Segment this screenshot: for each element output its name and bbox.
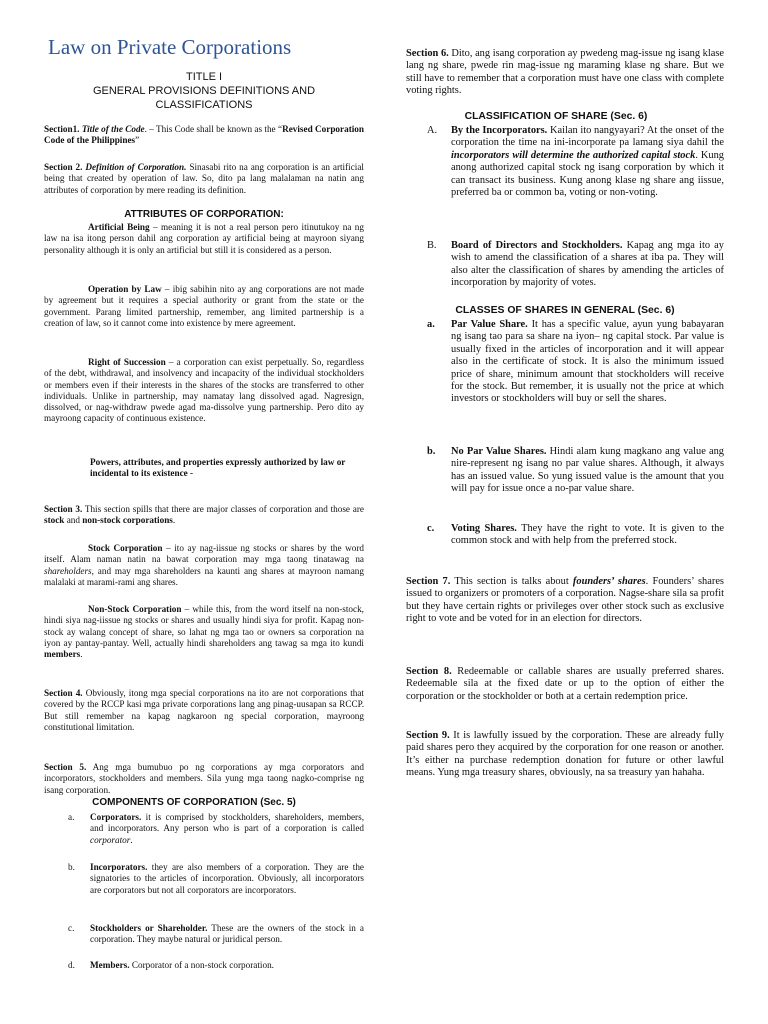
class-marker: b. [427, 446, 436, 457]
stock-corporation-text-2: , and may mga shareholders na kaunti ang shares at mayroon namang malalaki at marami-rami ang shares. [44, 565, 364, 587]
section-4 [44, 688, 364, 733]
classification-marker: A. [427, 125, 438, 136]
section-2-italic: Definition of Corporation. [85, 162, 187, 172]
section-9 [406, 730, 724, 780]
section-2-label: Section 2. [44, 162, 83, 172]
component-italic: corporator [90, 834, 131, 845]
right-of-succession-label: Right of Succession [88, 357, 166, 367]
operation-by-law-label: Operation by Law [88, 284, 162, 294]
stock-corporation [44, 543, 364, 588]
section-6 [406, 48, 724, 98]
class-text: They have the right to vote. It is given to the common stock and with help from the preferred stock. [451, 523, 724, 547]
powers-attributes: Powers, attributes, and properties expressly authorized by law or incidental to its existence - [90, 457, 346, 479]
right-of-succession-text: – a corporation can exist perpetually. So, regardless of the debt, withdrawal, and insolvency and incapacity of the individual stockholders or members even if their interests in the shares of the stocks are transferred to other individuals. Unlike in partnership, may namatay lang dissolved agad. Nagresign, dissolved, or nag-withdraw pwede agad ma-dissolve yung partnership. Pero dito ay mayroong capacity of continuous existence. [44, 357, 364, 424]
section-1-italic: Title of the Code [81, 124, 145, 134]
section-5 [44, 762, 364, 796]
classification-bold-italic: incorporators will determine the authorized capital stock [451, 149, 696, 161]
attribute-artificial-being [44, 222, 364, 256]
section-4-label: Section 4. [44, 688, 83, 698]
component-label: Corporators. [90, 812, 142, 822]
artificial-being-text: – meaning it is not a real person pero itinutukoy na ng law na isa itong person dahil ang corporation ay artificial being at mayroon siyang personality although it is only an artificial but still it is considered as a person. [44, 222, 364, 255]
stock-corporation-italic: shareholders [44, 565, 92, 576]
section-3-text-2: and [64, 515, 83, 526]
section-2 [44, 162, 364, 196]
classification-label: By the Incorporators. [451, 125, 548, 136]
section-8-label: Section 8. [406, 666, 452, 677]
section-8-text: Redeemable or callable shares are usually preferred shares. Redeemable sila at the fixed date or up to the option of either the corporation or the stockholder or both at a certain redemption price. [406, 666, 724, 702]
class-text: Hindi alam kung magkano ang value ang nire-represent ng isang no par value shares. Although, it always has an issued value. So yung issued value is the amount that you will pay for issue once a no-par value share. [451, 446, 724, 495]
classification-text-1: Kailan ito nangyayari? At the onset of the corporation the time na ini-incorporate pa lamang siya dahil the [451, 125, 724, 149]
section-3-non-stock: non-stock corporations [82, 515, 173, 526]
component-end: . [130, 834, 133, 845]
component-item [68, 862, 364, 896]
section-5-text: Ang mga bumubuo po ng corporations ay mga corporators and incorporators, stockholders and members. Sila yung mga taong nagko-comprise ng isang corporation. [44, 762, 364, 795]
component-text: they are also members of a corporation. They are the signatories to the articles of incorporation. Obviously, all incorporators are corporators but not all corporators are incorporators. [90, 862, 364, 895]
section-3-text-3: . [172, 515, 176, 526]
classes-heading: CLASSES OF SHARES IN GENERAL (Sec. 6) [455, 305, 675, 316]
section-2-text: Sinasabi rito na ang corporation is an artificial being that created by operation of law. So, dito pa lang malalaman na natin ang attributes of corporation by mere reading its definition. [44, 162, 364, 195]
component-label: Incorporators. [90, 862, 148, 872]
classification-text-2: . Kung anong authorized capital stock ng isang corporation by which it can transact its business. Kung anong klase ng share ang iissue, preferred ba or common ba, voting or non-voting. [451, 149, 724, 199]
component-item [68, 812, 364, 846]
class-marker: a. [427, 319, 435, 330]
section-3-label: Section 3. [44, 504, 83, 514]
section-5-label: Section 5. [44, 762, 87, 772]
class-item [427, 446, 724, 496]
section-1-end: ” [135, 135, 140, 146]
section-4-text: Obviously, itong mga special corporations na ito are not corporations that covered by the RCCP kasi mga private corporations lang ang pinag-uusapan sa RCCP. But still remember na kapag nagkaroon ng special corporation, mayroong constitutional limitation. [44, 688, 364, 732]
classification-heading: CLASSIFICATION OF SHARE (Sec. 6) [464, 111, 648, 122]
section-7-text-1: This section is talks about [450, 576, 573, 587]
component-text: Corporator of a non-stock corporation. [129, 960, 274, 970]
component-item [68, 923, 364, 946]
component-marker: c. [68, 923, 75, 933]
non-stock-corporation-text-2: . [80, 649, 83, 660]
component-item [68, 960, 364, 971]
section-1-label: Section1. [44, 124, 80, 134]
section-1 [44, 124, 364, 147]
section-9-label: Section 9. [406, 730, 450, 741]
section-3 [44, 504, 364, 527]
component-text: These are the owners of the stock in a corporation. They maybe natural or juridical person. [90, 923, 364, 945]
class-item [427, 523, 724, 548]
class-label: No Par Value Shares. [451, 446, 547, 457]
classification-marker: B. [427, 240, 437, 251]
component-marker: d. [68, 960, 75, 970]
section-3-stock: stock [44, 515, 65, 526]
section-6-label: Section 6. [406, 48, 449, 59]
class-label: Voting Shares. [451, 523, 517, 534]
class-marker: c. [427, 523, 435, 534]
section-1-bold: Revised Corporation Code of the Philippines [44, 124, 365, 146]
non-stock-corporation-text-1: – while this, from the word itself na non-stock, hindi siya nag-iissue ng stocks or shares and usually hindi siya for profit. Kapag non-stock ay walang concept of share, so lahat ng mga tao or owners sa corporation na iyon ay pantay-pantay. Well, actually hindi shareholders ang tawag sa mga ito kundi [44, 604, 364, 648]
title-line-2: GENERAL PROVISIONS DEFINITIONS AND [92, 85, 316, 97]
component-label: Members. [90, 960, 130, 970]
section-1-text: . – This Code shall be known as the “ [144, 124, 283, 134]
title-line-3: CLASSIFICATIONS [155, 99, 253, 111]
section-3-text-1: This section spills that there are major classes of corporation and those are [82, 504, 364, 514]
operation-by-law-text: – ibig sabihin nito ay ang corporations are not made by agreement but it requires a special authority or grant from the state or the government. Parang limited partnership, remember, ang limited partnership is a creation of law, so it cannot come into existence by mere agreement. [44, 284, 364, 328]
section-8 [406, 666, 724, 703]
non-stock-corporation [44, 604, 364, 660]
attributes-heading: ATTRIBUTES OF CORPORATION: [124, 209, 284, 220]
section-7-text-2: . Founders’ shares issued to organizers or promoters of a corporation. Nagse-share sila sa profit but they have certain rights or privileges over other stock such as exclusive right to vote and be voted for in an election for directors. [406, 576, 724, 625]
section-9-text: It is lawfully issued by the corporation. These are already fully paid shares pero they acquired by the corporation for one reason or another. It’s either na purchase redemption donation for future or other lawful means. Yung mga treasury shares, obviously, na sa treasury yan hahaha. [406, 730, 724, 779]
non-stock-corporation-label: Non-Stock Corporation [88, 604, 182, 614]
classification-text-1: Kapag ang mga ito ay wish to amend the classification of a shares at iba pa. They will also alter the classification of shares by amending the articles of incorporation by majority of votes. [451, 240, 724, 289]
class-item [427, 319, 724, 406]
section-7-label: Section 7. [406, 576, 451, 587]
stock-corporation-text-1: – ito ay nag-iissue ng stocks or shares by the word itself. Alam naman natin na bawat corporation may mga taong tinatawag na [44, 543, 364, 565]
classification-item [427, 125, 724, 199]
component-label: Stockholders or Shareholder. [90, 923, 208, 933]
components-heading: COMPONENTS OF CORPORATION (Sec. 5) [92, 797, 296, 808]
attribute-operation-by-law [44, 284, 364, 329]
class-text: It has a specific value, ayun yung babayaran ng isang tao para sa share na iyon– ng capital stock. Par value is usually fixed in the articles of incorporation and it will appear also in the certificate of stock. It is also the minimum issued price of share, minimum amount that stockholders will receive for the stock. But remember, it is usually not the price at which investors or stockholders will buy or sell the shares. [451, 319, 724, 405]
classification-item [427, 240, 724, 290]
component-marker: b. [68, 862, 75, 872]
classification-label: Board of Directors and Stockholders. [451, 240, 623, 251]
page-title: Law on Private Corporations [48, 35, 292, 59]
component-text: it is comprised by stockholders, shareholders, members, and incorporators. Any person who is part of a corporation is called [90, 812, 364, 834]
section-6-text: Dito, ang isang corporation ay pwedeng mag-issue ng isang klase lang ng share, pwede rin mag-issue ng maraming klase ng share. But we still have to remember that a corporation must have one class with complete voting rights. [406, 48, 725, 97]
title-block [44, 70, 364, 112]
artificial-being-label: Artificial Being [88, 222, 150, 232]
section-7 [406, 576, 724, 626]
stock-corporation-label: Stock Corporation [88, 543, 163, 553]
non-stock-members: members [44, 649, 81, 660]
title-line-1: TITLE I [185, 71, 223, 83]
component-marker: a. [68, 812, 75, 822]
section-7-founders-shares: founders’ shares [572, 576, 646, 587]
class-label: Par Value Share. [451, 319, 528, 330]
attribute-right-of-succession [44, 357, 364, 425]
